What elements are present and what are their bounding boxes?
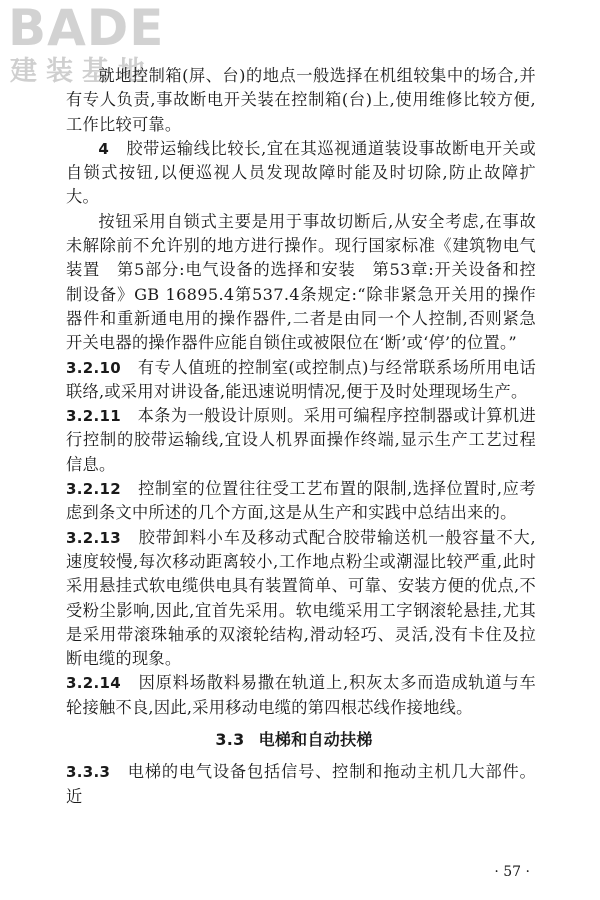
clause-text: 控制室的位置往往受工艺布置的限制,选择位置时,应考虑到条文中所述的几个方面,这是从生产和实践中总结出来的。 [66, 479, 536, 523]
paragraph [66, 210, 536, 356]
paragraph-text: 就地控制箱(屏、台)的地点一般选择在机组较集中的场合,并有专人负责,事故断电开关装在控制箱(台)上,使用维修比较方便,工作比较可靠。 [66, 66, 536, 134]
section-title: 电梯和自动扶梯 [258, 730, 373, 750]
clause-number: 3.2.11 [66, 407, 121, 426]
logo-subtitle: 建装基地 [10, 56, 154, 87]
clause-text: 本条为一般设计原则。采用可编程序控制器或计算机进行控制的胶带运输线,宜设人机界面操作终端,显示生产工艺过程信息。 [66, 406, 536, 474]
clause-text: 胶带卸料小车及移动式配合胶带输送机一般容量不大,速度较慢,每次移动距离较小,工作地点粉尘或潮湿比较严重,此时采用悬挂式软电缆供电具有装置简单、可靠、安装方便的优点,不受粉尘影响,因此,宜首先采用。软电缆采用工字钢滚轮悬挂,尤其是采用带滚珠轴承的双滚轮结构,滑动轻巧、灵活,没有卡住及拉断电缆的现象。 [66, 527, 536, 669]
clause-number: 3.3.3 [66, 763, 111, 782]
clause-number: 3.2.13 [66, 528, 121, 547]
clause-text: 电梯的电气设备包括信号、控制和拖动主机几大部件。近 [66, 762, 536, 806]
clause-number: 3.2.12 [66, 480, 121, 499]
paragraph [66, 64, 536, 137]
page-body [66, 64, 536, 809]
section-number: 3.3 [215, 730, 245, 750]
clause-number: 3.2.14 [66, 674, 121, 693]
clause-text: 有专人值班的控制室(或控制点)与经常联系场所用电话联络,或采用对讲设备,能迅速说明情况,便于及时处理现场生产。 [66, 357, 536, 401]
clause [66, 404, 536, 477]
item-number: 4 [98, 139, 110, 158]
section-heading [66, 728, 536, 752]
clause-number: 3.2.10 [66, 358, 121, 377]
page-number: · 57 · [494, 864, 530, 880]
clause [66, 526, 536, 672]
clause [66, 760, 536, 809]
clause [66, 477, 536, 526]
clause [66, 356, 536, 405]
clause-text: 因原料场散料易撒在轨道上,积灰太多而造成轨道与车轮接触不良,因此,采用移动电缆的第四根芯线作接地线。 [66, 673, 536, 717]
paragraph [66, 137, 536, 210]
clause [66, 671, 536, 720]
paragraph-text: 按钮采用自锁式主要是用于事故切断后,从安全考虑,在事故未解除前不允许别的地方进行操作。现行国家标准《建筑物电气装置 第5部分:电气设备的选择和安装 第53章:开关设备和控制设备》GB 16895.4第537.4条规定:“除非紧急开关用的操作器件和重新通电用的操作器件,二者是由同一个人控制,否则紧急开关电器的操作器件应能自锁住或被限位在‘断’或‘停’的位置。” [66, 211, 536, 353]
paragraph-text: 胶带运输线比较长,宜在其巡视通道装设事故断电开关或自锁式按钮,以便巡视人员发现故障时能及时切除,防止故障扩大。 [66, 138, 536, 207]
logo-brand: BADE [8, 0, 165, 57]
